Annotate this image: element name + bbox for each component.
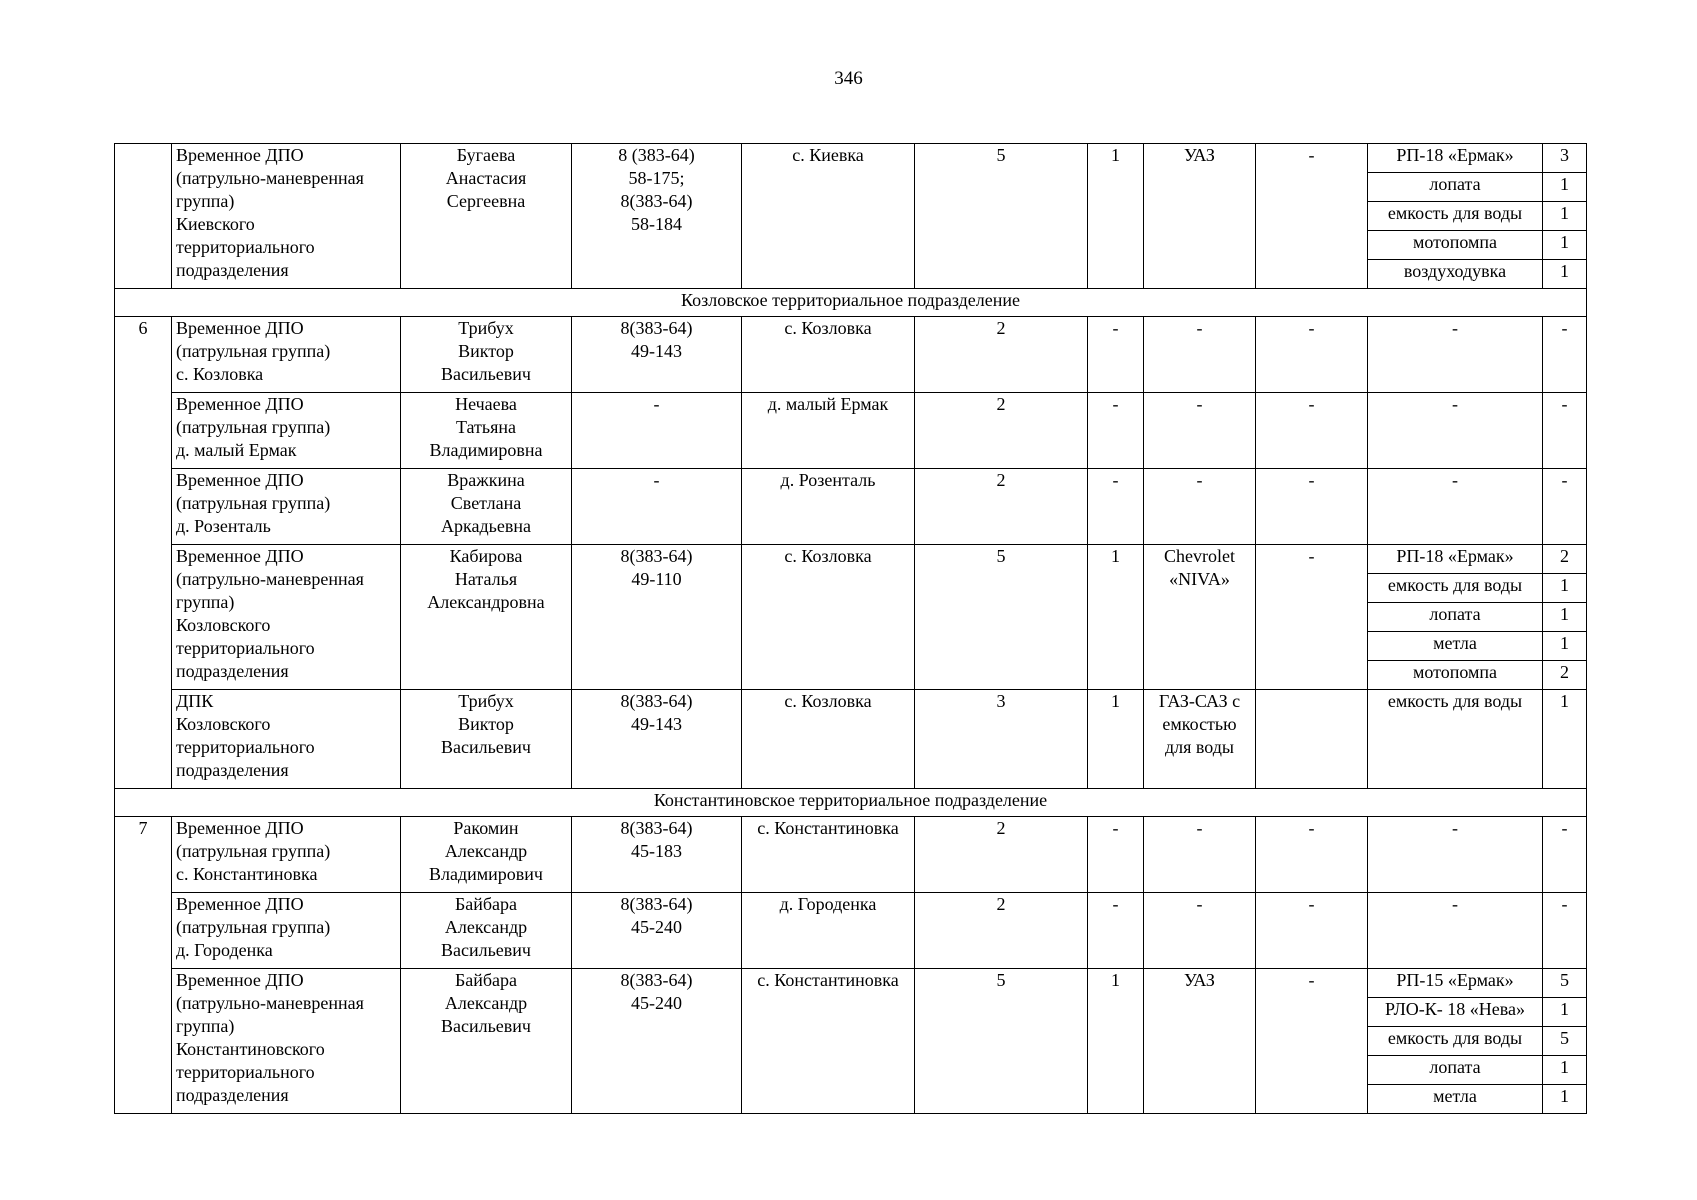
equipment-item: лопата — [1368, 1056, 1543, 1085]
equipment-qty: 1 — [1543, 603, 1587, 632]
people-count: 2 — [915, 393, 1088, 469]
vehicle: УАЗ — [1144, 144, 1256, 289]
equipment-qty: 1 — [1543, 574, 1587, 603]
equipment-qty: 5 — [1543, 969, 1587, 998]
phone: 8(383-64) 45-240 — [572, 893, 742, 969]
equipment-qty: 2 — [1543, 661, 1587, 690]
vehicle: - — [1144, 317, 1256, 393]
unit-name: ДПК Козловского территориального подразделения — [172, 690, 401, 789]
vehicle-count: - — [1088, 893, 1144, 969]
vehicle-count: - — [1088, 469, 1144, 545]
unit-name: Временное ДПО (патрульная группа) д. Городенка — [172, 893, 401, 969]
head-name: Вражкина Светлана Аркадьевна — [401, 469, 572, 545]
extra: - — [1256, 393, 1368, 469]
extra: - — [1256, 317, 1368, 393]
equipment-item: лопата — [1368, 173, 1543, 202]
equipment-item: РЛО-К- 18 «Нева» — [1368, 998, 1543, 1027]
unit-name: Временное ДПО (патрульная группа) с. Константиновка — [172, 817, 401, 893]
equipment-item: - — [1368, 317, 1543, 393]
unit-name: Временное ДПО (патрульно-маневренная группа) Константиновского территориального подразделения — [172, 969, 401, 1114]
equipment-qty: 1 — [1543, 231, 1587, 260]
equipment-item: РП-18 «Ермак» — [1368, 144, 1543, 173]
equipment-qty: - — [1543, 469, 1587, 545]
vehicle: Chevrolet «NIVA» — [1144, 545, 1256, 690]
equipment-item: емкость для воды — [1368, 1027, 1543, 1056]
equipment-item: лопата — [1368, 603, 1543, 632]
people-count: 5 — [915, 545, 1088, 690]
section-header-row — [115, 789, 1587, 817]
vehicle: УАЗ — [1144, 969, 1256, 1114]
head-name: Бугаева Анастасия Сергеевна — [401, 144, 572, 289]
phone: 8(383-64) 45-183 — [572, 817, 742, 893]
equipment-item: - — [1368, 893, 1543, 969]
equipment-qty: 1 — [1543, 260, 1587, 289]
page-number: 346 — [834, 68, 863, 89]
location: д. малый Ермак — [742, 393, 915, 469]
vehicle: - — [1144, 469, 1256, 545]
vehicle-count: - — [1088, 817, 1144, 893]
section-header: Константиновское территориальное подразделение — [115, 789, 1587, 817]
phone: - — [572, 393, 742, 469]
extra — [1256, 690, 1368, 789]
equipment-item: мотопомпа — [1368, 661, 1543, 690]
equipment-item: емкость для воды — [1368, 574, 1543, 603]
location: с. Константиновка — [742, 969, 915, 1114]
people-count: 2 — [915, 469, 1088, 545]
equipment-qty: 1 — [1543, 998, 1587, 1027]
people-count: 5 — [915, 144, 1088, 289]
vehicle-count: 1 — [1088, 545, 1144, 690]
vehicle: - — [1144, 393, 1256, 469]
phone: 8(383-64) 49-110 — [572, 545, 742, 690]
vehicle-count: 1 — [1088, 144, 1144, 289]
head-name: Байбара Александр Васильевич — [401, 969, 572, 1114]
equipment-qty: - — [1543, 817, 1587, 893]
location: д. Розенталь — [742, 469, 915, 545]
section-header-row — [115, 289, 1587, 317]
equipment-item: мотопомпа — [1368, 231, 1543, 260]
extra: - — [1256, 893, 1368, 969]
people-count: 2 — [915, 893, 1088, 969]
table-row — [115, 545, 1587, 574]
location: с. Козловка — [742, 690, 915, 789]
phone: 8 (383-64) 58-175; 8(383-64) 58-184 — [572, 144, 742, 289]
section-header: Козловское территориальное подразделение — [115, 289, 1587, 317]
equipment-qty: 2 — [1543, 545, 1587, 574]
equipment-qty: 1 — [1543, 202, 1587, 231]
location: с. Козловка — [742, 545, 915, 690]
extra: - — [1256, 545, 1368, 690]
table-row — [115, 317, 1587, 393]
equipment-item: - — [1368, 469, 1543, 545]
table-row — [115, 469, 1587, 545]
equipment-qty: - — [1543, 393, 1587, 469]
equipment-item: метла — [1368, 632, 1543, 661]
equipment-item: РП-15 «Ермак» — [1368, 969, 1543, 998]
table-row — [115, 393, 1587, 469]
equipment-item: - — [1368, 393, 1543, 469]
equipment-qty: 1 — [1543, 690, 1587, 789]
row-number — [115, 144, 172, 289]
equipment-qty: - — [1543, 317, 1587, 393]
equipment-item: емкость для воды — [1368, 690, 1543, 789]
extra: - — [1256, 817, 1368, 893]
equipment-qty: 1 — [1543, 1085, 1587, 1114]
vehicle-count: - — [1088, 317, 1144, 393]
equipment-qty: 1 — [1543, 1056, 1587, 1085]
people-count: 3 — [915, 690, 1088, 789]
table-row — [115, 969, 1587, 998]
table-row — [115, 690, 1587, 789]
vehicle: ГАЗ-САЗ с емкостью для воды — [1144, 690, 1256, 789]
equipment-item: - — [1368, 817, 1543, 893]
vehicle-count: - — [1088, 393, 1144, 469]
location: с. Киевка — [742, 144, 915, 289]
unit-name: Временное ДПО (патрульная группа) д. малый Ермак — [172, 393, 401, 469]
extra: - — [1256, 469, 1368, 545]
equipment-qty: 1 — [1543, 173, 1587, 202]
unit-name: Временное ДПО (патрульно-маневренная группа) Козловского территориального подразделения — [172, 545, 401, 690]
phone: 8(383-64) 49-143 — [572, 690, 742, 789]
equipment-qty: 5 — [1543, 1027, 1587, 1056]
vehicle: - — [1144, 817, 1256, 893]
row-number: 7 — [115, 817, 172, 1114]
unit-name: Временное ДПО (патрульно-маневренная группа) Киевского территориального подразделения — [172, 144, 401, 289]
extra: - — [1256, 969, 1368, 1114]
extra: - — [1256, 144, 1368, 289]
head-name: Байбара Александр Васильевич — [401, 893, 572, 969]
table-row — [115, 144, 1587, 173]
equipment-item: емкость для воды — [1368, 202, 1543, 231]
table-row — [115, 817, 1587, 893]
head-name: Кабирова Наталья Александровна — [401, 545, 572, 690]
head-name: Трибух Виктор Васильевич — [401, 317, 572, 393]
equipment-item: метла — [1368, 1085, 1543, 1114]
head-name: Трибух Виктор Васильевич — [401, 690, 572, 789]
location: с. Константиновка — [742, 817, 915, 893]
vehicle-count: 1 — [1088, 690, 1144, 789]
unit-name: Временное ДПО (патрульная группа) с. Козловка — [172, 317, 401, 393]
equipment-item: воздуходувка — [1368, 260, 1543, 289]
table-row — [115, 893, 1587, 969]
head-name: Нечаева Татьяна Владимировна — [401, 393, 572, 469]
head-name: Ракомин Александр Владимирович — [401, 817, 572, 893]
row-number: 6 — [115, 317, 172, 789]
equipment-qty: 3 — [1543, 144, 1587, 173]
equipment-qty: 1 — [1543, 632, 1587, 661]
people-count: 2 — [915, 317, 1088, 393]
people-count: 2 — [915, 817, 1088, 893]
vehicle-count: 1 — [1088, 969, 1144, 1114]
people-count: 5 — [915, 969, 1088, 1114]
phone: 8(383-64) 49-143 — [572, 317, 742, 393]
vehicle: - — [1144, 893, 1256, 969]
equipment-item: РП-18 «Ермак» — [1368, 545, 1543, 574]
equipment-qty: - — [1543, 893, 1587, 969]
location: д. Городенка — [742, 893, 915, 969]
phone: - — [572, 469, 742, 545]
fire-brigades-table — [114, 143, 1587, 1114]
phone: 8(383-64) 45-240 — [572, 969, 742, 1114]
unit-name: Временное ДПО (патрульная группа) д. Розенталь — [172, 469, 401, 545]
location: с. Козловка — [742, 317, 915, 393]
